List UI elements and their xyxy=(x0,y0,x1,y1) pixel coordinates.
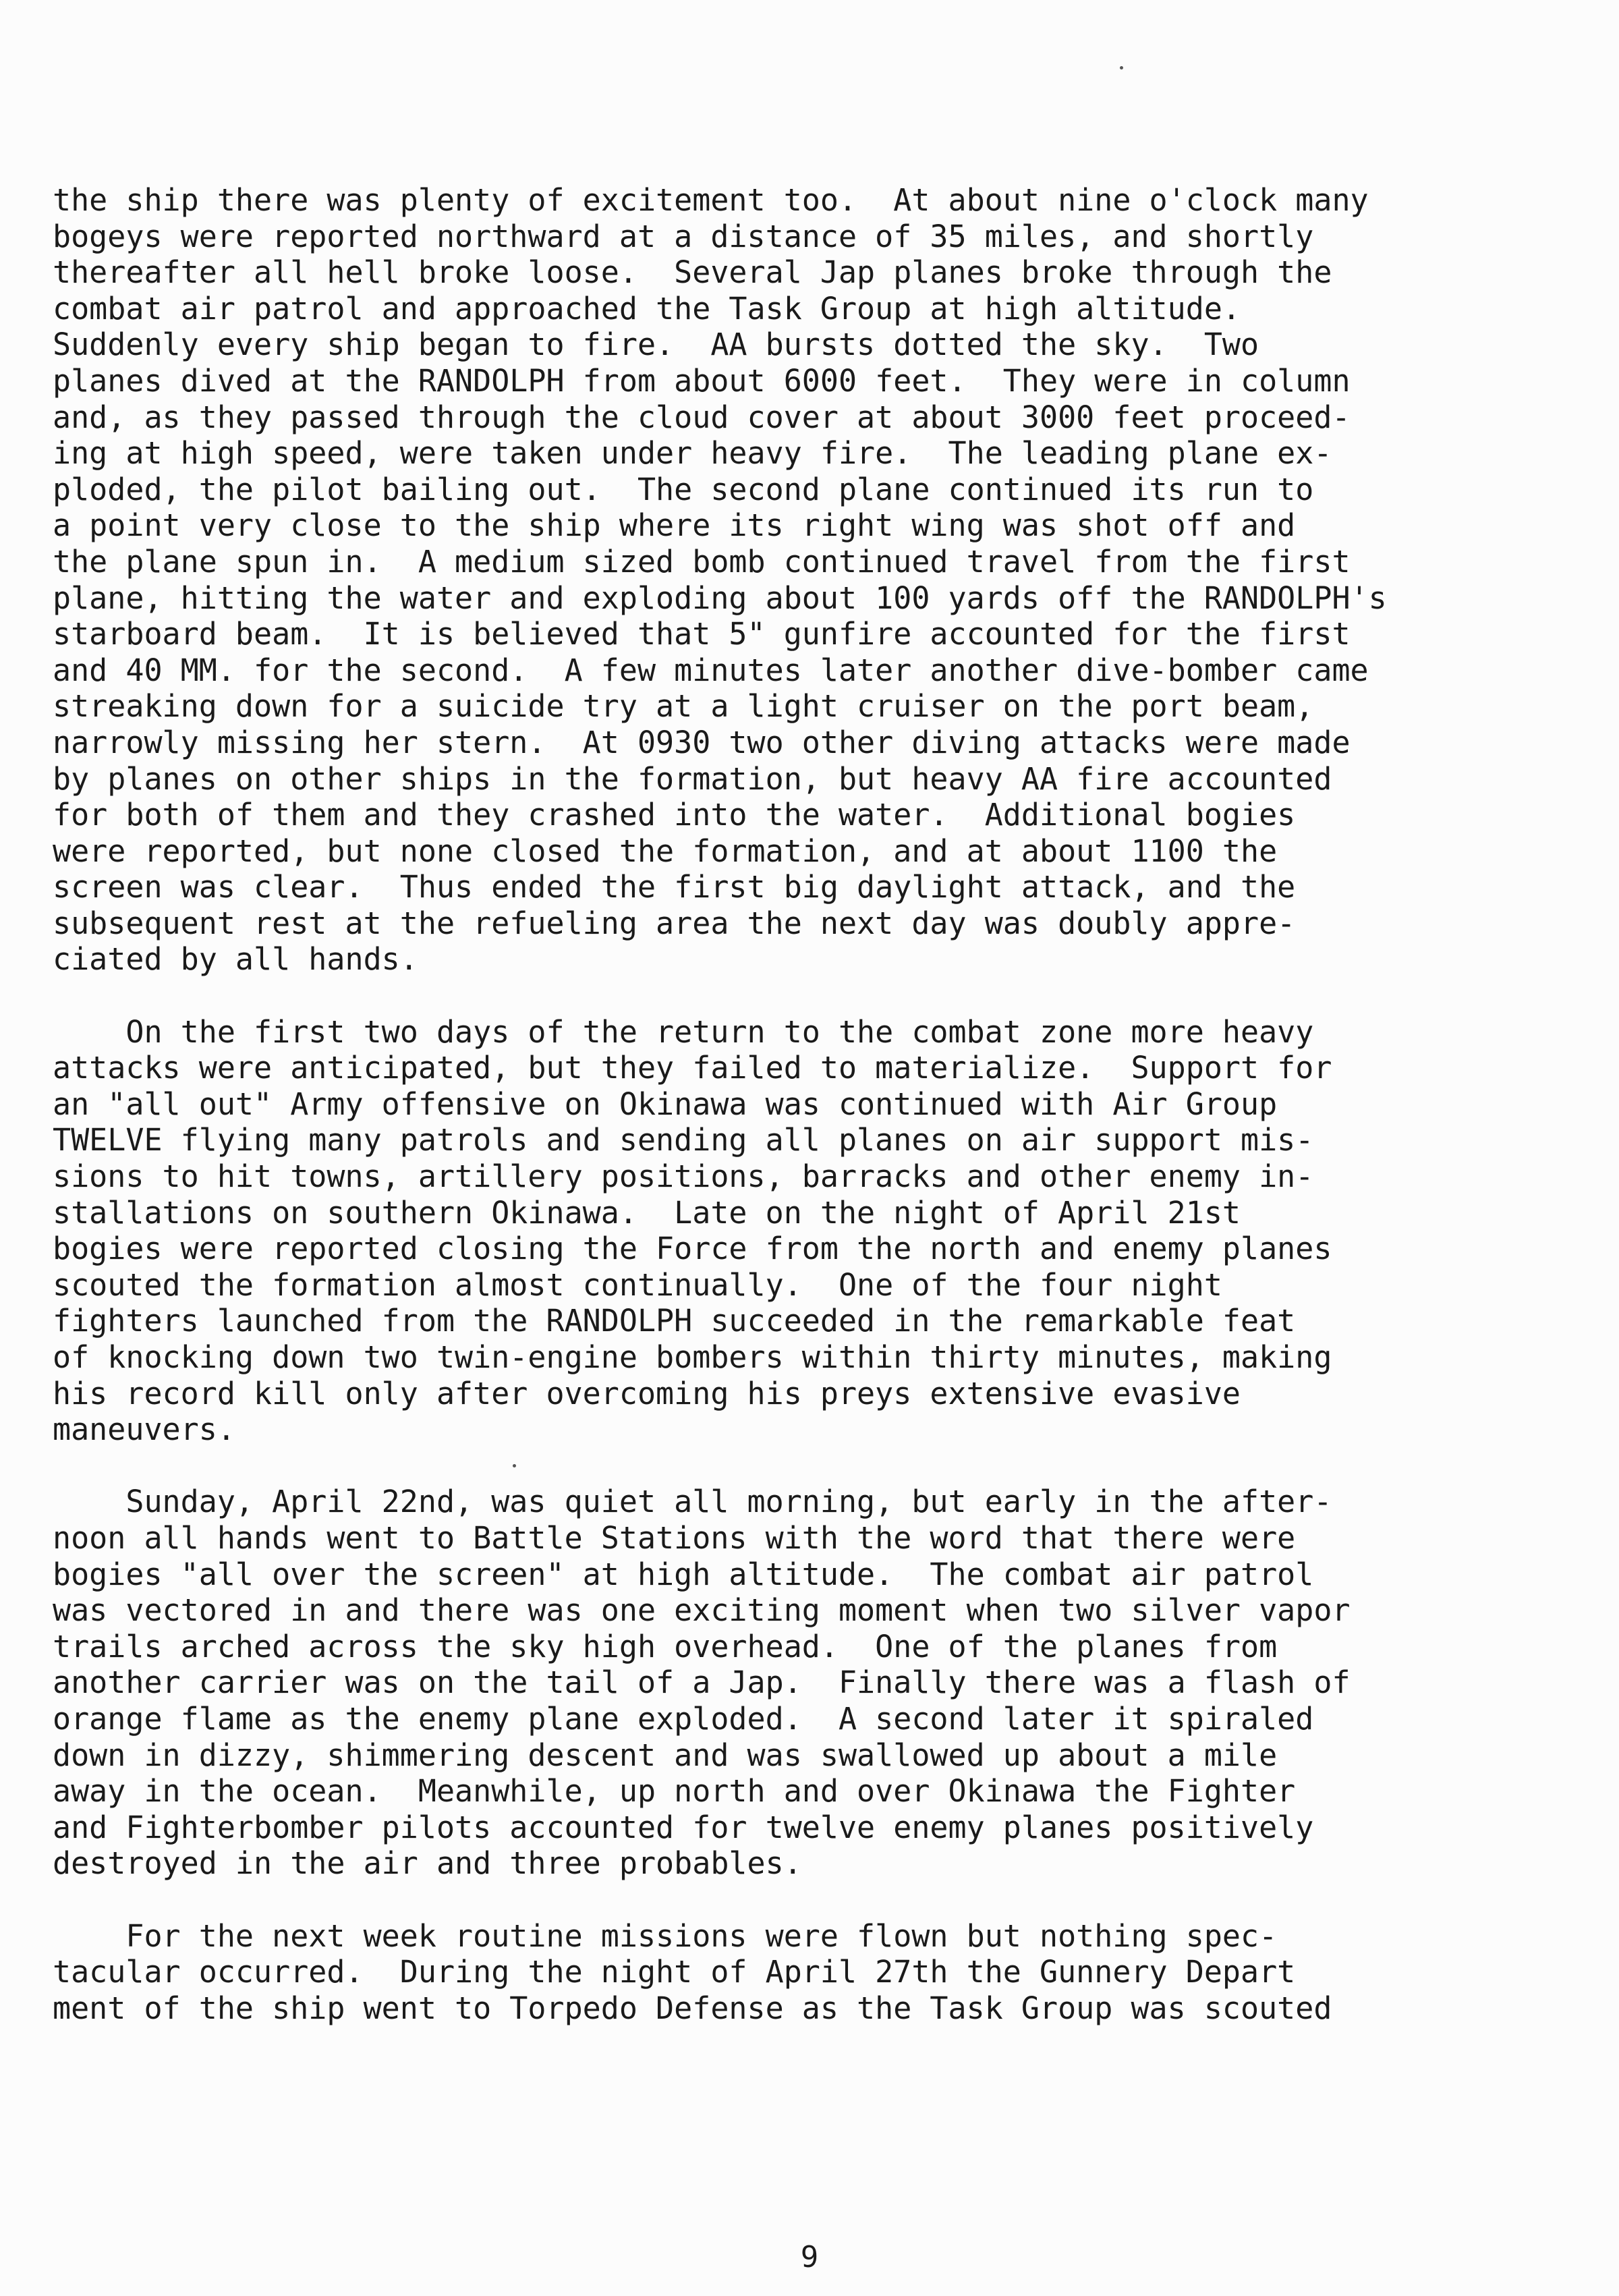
text-line: down in dizzy, shimmering descent and was swallowed up about a mile xyxy=(53,1737,1278,1773)
text-line: another carrier was on the tail of a Jap. Finally there was a flash of xyxy=(53,1664,1351,1701)
text-line: was vectored in and there was one exciting moment when two silver vapor xyxy=(53,1592,1351,1629)
text-line: ing at high speed, were taken under heavy fire. The leading plane ex- xyxy=(53,435,1332,472)
text-line: an "all out" Army offensive on Okinawa was continued with Air Group xyxy=(53,1086,1278,1122)
text-line: the ship there was plenty of excitement too. At about nine o'clock many xyxy=(53,182,1369,218)
page-number: 9 xyxy=(800,2240,819,2274)
text-line: orange flame as the enemy plane exploded. A second later it spiraled xyxy=(53,1700,1314,1737)
text-line: Suddenly every ship began to fire. AA bursts dotted the sky. Two xyxy=(53,327,1259,363)
text-line: combat air patrol and approached the Task Group at high altitude. xyxy=(53,290,1241,327)
paragraph-4 xyxy=(53,1918,1361,2027)
text-line: a point very close to the ship where its right wing was shot off and xyxy=(53,507,1296,544)
text-line: streaking down for a suicide try at a light cruiser on the port beam, xyxy=(53,688,1314,725)
text-line: destroyed in the air and three probables. xyxy=(53,1845,802,1882)
text-line: sions to hit towns, artillery positions, barracks and other enemy in- xyxy=(53,1158,1314,1195)
paragraph-gap xyxy=(53,1448,1361,1484)
text-line: the plane spun in. A medium sized bomb continued travel from the first xyxy=(53,543,1351,580)
text-line: attacks were anticipated, but they failed to materialize. Support for xyxy=(53,1050,1332,1086)
text-line: maneuvers. xyxy=(53,1411,235,1448)
text-line: starboard beam. It is believed that 5" gunfire accounted for the first xyxy=(53,616,1351,652)
text-line: screen was clear. Thus ended the first big daylight attack, and the xyxy=(53,869,1296,905)
document-body xyxy=(53,182,1387,2026)
text-line: ment of the ship went to Torpedo Defense as the Task Group was scouted xyxy=(53,1990,1332,2026)
text-line: thereafter all hell broke loose. Several Jap planes broke through the xyxy=(53,254,1332,291)
text-line: plane, hitting the water and exploding about 100 yards off the RANDOLPH's xyxy=(53,580,1387,616)
text-line: stallations on southern Okinawa. Late on the night of April 21st xyxy=(53,1194,1241,1231)
text-line: his record kill only after overcoming his preys extensive evasive xyxy=(53,1375,1241,1411)
text-line: narrowly missing her stern. At 0930 two other diving attacks were made xyxy=(53,724,1351,760)
text-line: bogies were reported closing the Force from the north and enemy planes xyxy=(53,1231,1332,1267)
text-line: ploded, the pilot bailing out. The second plane continued its run to xyxy=(53,471,1314,507)
paragraph-3 xyxy=(53,1484,1361,1882)
text-line: subsequent rest at the refueling area the next day was doubly appre- xyxy=(53,905,1296,941)
text-line: On the first two days of the return to the combat zone more heavy xyxy=(53,1013,1314,1050)
text-line: and, as they passed through the cloud cover at about 3000 feet proceed- xyxy=(53,399,1351,435)
text-line: planes dived at the RANDOLPH from about 6000 feet. They were in column xyxy=(53,362,1351,399)
paragraph-2 xyxy=(53,1014,1361,1448)
text-line: scouted the formation almost continually. One of the four night xyxy=(53,1266,1222,1303)
text-line: were reported, but none closed the formation, and at about 1100 the xyxy=(53,833,1278,869)
text-line: bogeys were reported northward at a distance of 35 miles, and shortly xyxy=(53,218,1314,254)
text-line: away in the ocean. Meanwhile, up north and over Okinawa the Fighter xyxy=(53,1773,1296,1810)
ink-speck xyxy=(1120,66,1123,69)
text-line: For the next week routine missions were flown but nothing spec- xyxy=(53,1917,1278,1954)
text-line: and 40 MM. for the second. A few minutes later another dive-bomber came xyxy=(53,652,1369,688)
paragraph-gap xyxy=(53,978,1361,1014)
text-line: noon all hands went to Battle Stations with the word that there were xyxy=(53,1519,1296,1556)
ink-speck xyxy=(513,1464,516,1467)
paragraph-gap xyxy=(53,1882,1361,1918)
text-line: for both of them and they crashed into the water. Additional bogies xyxy=(53,797,1296,833)
text-line: and Fighterbomber pilots accounted for twelve enemy planes positively xyxy=(53,1809,1314,1845)
text-line: by planes on other ships in the formation, but heavy AA fire accounted xyxy=(53,760,1332,797)
text-line: TWELVE flying many patrols and sending all planes on air support mis- xyxy=(53,1122,1314,1158)
text-line: tacular occurred. During the night of April 27th the Gunnery Depart xyxy=(53,1954,1296,1990)
text-line: fighters launched from the RANDOLPH succeeded in the remarkable feat xyxy=(53,1303,1296,1339)
text-line: ciated by all hands. xyxy=(53,941,418,978)
text-line: of knocking down two twin-engine bombers within thirty minutes, making xyxy=(53,1339,1332,1375)
text-line: trails arched across the sky high overhead. One of the planes from xyxy=(53,1628,1278,1664)
text-line: bogies "all over the screen" at high altitude. The combat air patrol xyxy=(53,1556,1314,1592)
paragraph-1 xyxy=(53,182,1387,978)
text-line: Sunday, April 22nd, was quiet all morning, but early in the after- xyxy=(53,1484,1332,1520)
